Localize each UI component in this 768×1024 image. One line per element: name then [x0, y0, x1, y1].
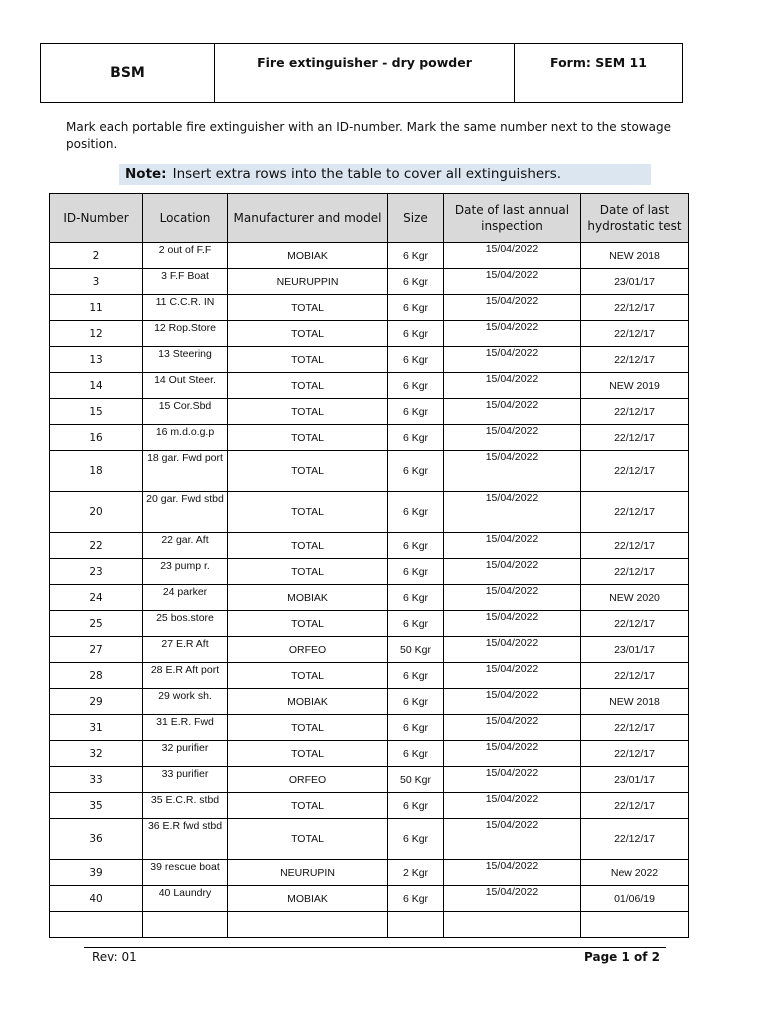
cell-location: 25 bos.store [143, 611, 228, 637]
cell-manufacturer: TOTAL [228, 793, 388, 819]
cell-location: 33 purifier [143, 767, 228, 793]
cell-inspection: 15/04/2022 [444, 243, 581, 269]
cell-location: 11 C.C.R. IN [143, 295, 228, 321]
cell-location: 23 pump r. [143, 559, 228, 585]
cell-id: 36 [50, 819, 143, 860]
company-name: BSM [41, 44, 215, 102]
cell-size: 6 Kgr [388, 425, 444, 451]
cell-hydrostatic: 22/12/17 [581, 451, 689, 492]
cell-hydrostatic: 22/12/17 [581, 533, 689, 559]
cell-manufacturer: TOTAL [228, 559, 388, 585]
cell-id: 39 [50, 860, 143, 886]
cell-hydrostatic: NEW 2019 [581, 373, 689, 399]
header-id-number: ID-Number [50, 194, 143, 243]
cell-size: 6 Kgr [388, 243, 444, 269]
cell-manufacturer: MOBIAK [228, 886, 388, 912]
cell-size: 6 Kgr [388, 663, 444, 689]
cell-inspection: 15/04/2022 [444, 886, 581, 912]
cell-id: 29 [50, 689, 143, 715]
cell-location: 13 Steering [143, 347, 228, 373]
cell-manufacturer: TOTAL [228, 611, 388, 637]
cell-id: 24 [50, 585, 143, 611]
cell-id: 2 [50, 243, 143, 269]
cell-location: 14 Out Steer. [143, 373, 228, 399]
table-row [50, 243, 689, 269]
table-row [50, 373, 689, 399]
cell-size: 6 Kgr [388, 347, 444, 373]
cell-size: 50 Kgr [388, 637, 444, 663]
cell-id: 32 [50, 741, 143, 767]
cell-size: 6 Kgr [388, 492, 444, 533]
cell-inspection: 15/04/2022 [444, 637, 581, 663]
instructions-text: Mark each portable fire extinguisher with an ID-number. Mark the same number next to the stowage position. [66, 120, 671, 151]
cell-inspection: 15/04/2022 [444, 767, 581, 793]
cell-size: 6 Kgr [388, 793, 444, 819]
table-row [50, 663, 689, 689]
cell-hydrostatic: 22/12/17 [581, 819, 689, 860]
cell-manufacturer: ORFEO [228, 767, 388, 793]
cell-id: 16 [50, 425, 143, 451]
cell-id: 18 [50, 451, 143, 492]
cell-location [143, 912, 228, 938]
cell-size: 6 Kgr [388, 585, 444, 611]
table-row [50, 741, 689, 767]
table-row [50, 715, 689, 741]
cell-manufacturer: TOTAL [228, 373, 388, 399]
cell-inspection: 15/04/2022 [444, 860, 581, 886]
table-row [50, 451, 689, 492]
cell-inspection: 15/04/2022 [444, 373, 581, 399]
cell-inspection: 15/04/2022 [444, 793, 581, 819]
cell-hydrostatic: 23/01/17 [581, 269, 689, 295]
cell-size: 6 Kgr [388, 295, 444, 321]
table-row [50, 637, 689, 663]
cell-manufacturer: TOTAL [228, 741, 388, 767]
cell-size: 2 Kgr [388, 860, 444, 886]
table-header-row [50, 194, 689, 243]
cell-size: 6 Kgr [388, 451, 444, 492]
form-number: Form: SEM 11 [550, 55, 647, 70]
table-row [50, 295, 689, 321]
cell-id: 35 [50, 793, 143, 819]
form-title: Fire extinguisher - dry powder [215, 44, 515, 102]
cell-manufacturer: NEURUPPIN [228, 269, 388, 295]
cell-inspection: 15/04/2022 [444, 611, 581, 637]
cell-hydrostatic: 01/06/19 [581, 886, 689, 912]
cell-hydrostatic: 22/12/17 [581, 295, 689, 321]
table-row [50, 912, 689, 938]
cell-size: 6 Kgr [388, 741, 444, 767]
cell-id: 3 [50, 269, 143, 295]
cell-manufacturer: TOTAL [228, 663, 388, 689]
cell-id: 40 [50, 886, 143, 912]
cell-inspection: 15/04/2022 [444, 741, 581, 767]
table-row [50, 585, 689, 611]
table-row [50, 860, 689, 886]
cell-size: 6 Kgr [388, 611, 444, 637]
cell-manufacturer: TOTAL [228, 399, 388, 425]
cell-inspection: 15/04/2022 [444, 295, 581, 321]
table-row [50, 819, 689, 860]
cell-hydrostatic [581, 912, 689, 938]
cell-manufacturer: TOTAL [228, 819, 388, 860]
cell-location: 3 F.F Boat [143, 269, 228, 295]
cell-size: 6 Kgr [388, 321, 444, 347]
cell-hydrostatic: NEW 2020 [581, 585, 689, 611]
cell-inspection: 15/04/2022 [444, 533, 581, 559]
cell-location: 36 E.R fwd stbd [143, 819, 228, 860]
cell-id: 14 [50, 373, 143, 399]
cell-inspection [444, 912, 581, 938]
table-row [50, 886, 689, 912]
table-row [50, 347, 689, 373]
table-row [50, 425, 689, 451]
cell-hydrostatic: NEW 2018 [581, 689, 689, 715]
cell-location: 39 rescue boat [143, 860, 228, 886]
table-row [50, 533, 689, 559]
cell-id: 33 [50, 767, 143, 793]
cell-size: 6 Kgr [388, 886, 444, 912]
cell-manufacturer: NEURUPIN [228, 860, 388, 886]
header-manufacturer: Manufacturer and model [228, 194, 388, 243]
cell-location: 15 Cor.Sbd [143, 399, 228, 425]
cell-id: 11 [50, 295, 143, 321]
cell-size: 6 Kgr [388, 269, 444, 295]
table-row [50, 793, 689, 819]
cell-id: 22 [50, 533, 143, 559]
cell-id: 13 [50, 347, 143, 373]
cell-manufacturer: TOTAL [228, 425, 388, 451]
cell-id: 12 [50, 321, 143, 347]
cell-id: 23 [50, 559, 143, 585]
cell-id: 15 [50, 399, 143, 425]
cell-inspection: 15/04/2022 [444, 347, 581, 373]
footer-divider [84, 947, 666, 948]
table-row [50, 492, 689, 533]
cell-size: 6 Kgr [388, 399, 444, 425]
cell-location: 24 parker [143, 585, 228, 611]
cell-location: 32 purifier [143, 741, 228, 767]
table-row [50, 269, 689, 295]
cell-hydrostatic: 23/01/17 [581, 767, 689, 793]
cell-id: 31 [50, 715, 143, 741]
cell-hydrostatic: 22/12/17 [581, 793, 689, 819]
cell-hydrostatic: 22/12/17 [581, 347, 689, 373]
header-size: Size [388, 194, 444, 243]
cell-inspection: 15/04/2022 [444, 399, 581, 425]
note-text: Insert extra rows into the table to cover all extinguishers. [172, 166, 562, 182]
cell-hydrostatic: 22/12/17 [581, 663, 689, 689]
cell-manufacturer: TOTAL [228, 295, 388, 321]
cell-size: 50 Kgr [388, 767, 444, 793]
revision-label: Rev: 01 [92, 950, 137, 964]
cell-location: 35 E.C.R. stbd [143, 793, 228, 819]
cell-manufacturer [228, 912, 388, 938]
cell-inspection: 15/04/2022 [444, 425, 581, 451]
cell-location: 2 out of F.F [143, 243, 228, 269]
header-annual-inspection: Date of last annual inspection [444, 194, 581, 243]
table-row [50, 767, 689, 793]
cell-id [50, 912, 143, 938]
cell-hydrostatic: 22/12/17 [581, 611, 689, 637]
cell-hydrostatic: 22/12/17 [581, 399, 689, 425]
cell-inspection: 15/04/2022 [444, 451, 581, 492]
cell-manufacturer: MOBIAK [228, 585, 388, 611]
cell-inspection: 15/04/2022 [444, 585, 581, 611]
cell-hydrostatic: New 2022 [581, 860, 689, 886]
cell-hydrostatic: 22/12/17 [581, 425, 689, 451]
cell-manufacturer: TOTAL [228, 492, 388, 533]
cell-hydrostatic: 22/12/17 [581, 321, 689, 347]
header-hydrostatic-test: Date of last hydrostatic test [581, 194, 689, 243]
cell-location: 31 E.R. Fwd [143, 715, 228, 741]
table-row [50, 559, 689, 585]
note-label: Note: [125, 166, 167, 182]
cell-size [388, 912, 444, 938]
table-row [50, 689, 689, 715]
cell-inspection: 15/04/2022 [444, 321, 581, 347]
cell-location: 27 E.R Aft [143, 637, 228, 663]
extinguisher-table [49, 193, 689, 938]
cell-hydrostatic: 22/12/17 [581, 559, 689, 585]
cell-id: 20 [50, 492, 143, 533]
cell-inspection: 15/04/2022 [444, 663, 581, 689]
table-row [50, 321, 689, 347]
cell-size: 6 Kgr [388, 373, 444, 399]
cell-size: 6 Kgr [388, 819, 444, 860]
header-location: Location [143, 194, 228, 243]
table-row [50, 611, 689, 637]
note-banner [119, 164, 651, 185]
cell-manufacturer: TOTAL [228, 347, 388, 373]
cell-id: 25 [50, 611, 143, 637]
cell-hydrostatic: 23/01/17 [581, 637, 689, 663]
cell-inspection: 15/04/2022 [444, 492, 581, 533]
cell-location: 28 E.R Aft port [143, 663, 228, 689]
cell-size: 6 Kgr [388, 533, 444, 559]
cell-inspection: 15/04/2022 [444, 715, 581, 741]
cell-location: 20 gar. Fwd stbd [143, 492, 228, 533]
cell-hydrostatic: 22/12/17 [581, 741, 689, 767]
cell-manufacturer: TOTAL [228, 321, 388, 347]
cell-location: 18 gar. Fwd port [143, 451, 228, 492]
cell-manufacturer: TOTAL [228, 715, 388, 741]
cell-manufacturer: MOBIAK [228, 243, 388, 269]
cell-size: 6 Kgr [388, 559, 444, 585]
cell-id: 27 [50, 637, 143, 663]
cell-hydrostatic: 22/12/17 [581, 492, 689, 533]
cell-manufacturer: ORFEO [228, 637, 388, 663]
cell-location: 12 Rop.Store [143, 321, 228, 347]
cell-id: 28 [50, 663, 143, 689]
cell-inspection: 15/04/2022 [444, 689, 581, 715]
cell-hydrostatic: NEW 2018 [581, 243, 689, 269]
cell-size: 6 Kgr [388, 689, 444, 715]
cell-manufacturer: TOTAL [228, 533, 388, 559]
cell-location: 40 Laundry [143, 886, 228, 912]
cell-hydrostatic: 22/12/17 [581, 715, 689, 741]
cell-inspection: 15/04/2022 [444, 559, 581, 585]
cell-manufacturer: TOTAL [228, 451, 388, 492]
cell-inspection: 15/04/2022 [444, 819, 581, 860]
cell-location: 22 gar. Aft [143, 533, 228, 559]
cell-size: 6 Kgr [388, 715, 444, 741]
cell-manufacturer: MOBIAK [228, 689, 388, 715]
form-header [40, 43, 683, 103]
table-row [50, 399, 689, 425]
cell-location: 16 m.d.o.g.p [143, 425, 228, 451]
cell-inspection: 15/04/2022 [444, 269, 581, 295]
cell-location: 29 work sh. [143, 689, 228, 715]
page-number: Page 1 of 2 [584, 950, 660, 964]
